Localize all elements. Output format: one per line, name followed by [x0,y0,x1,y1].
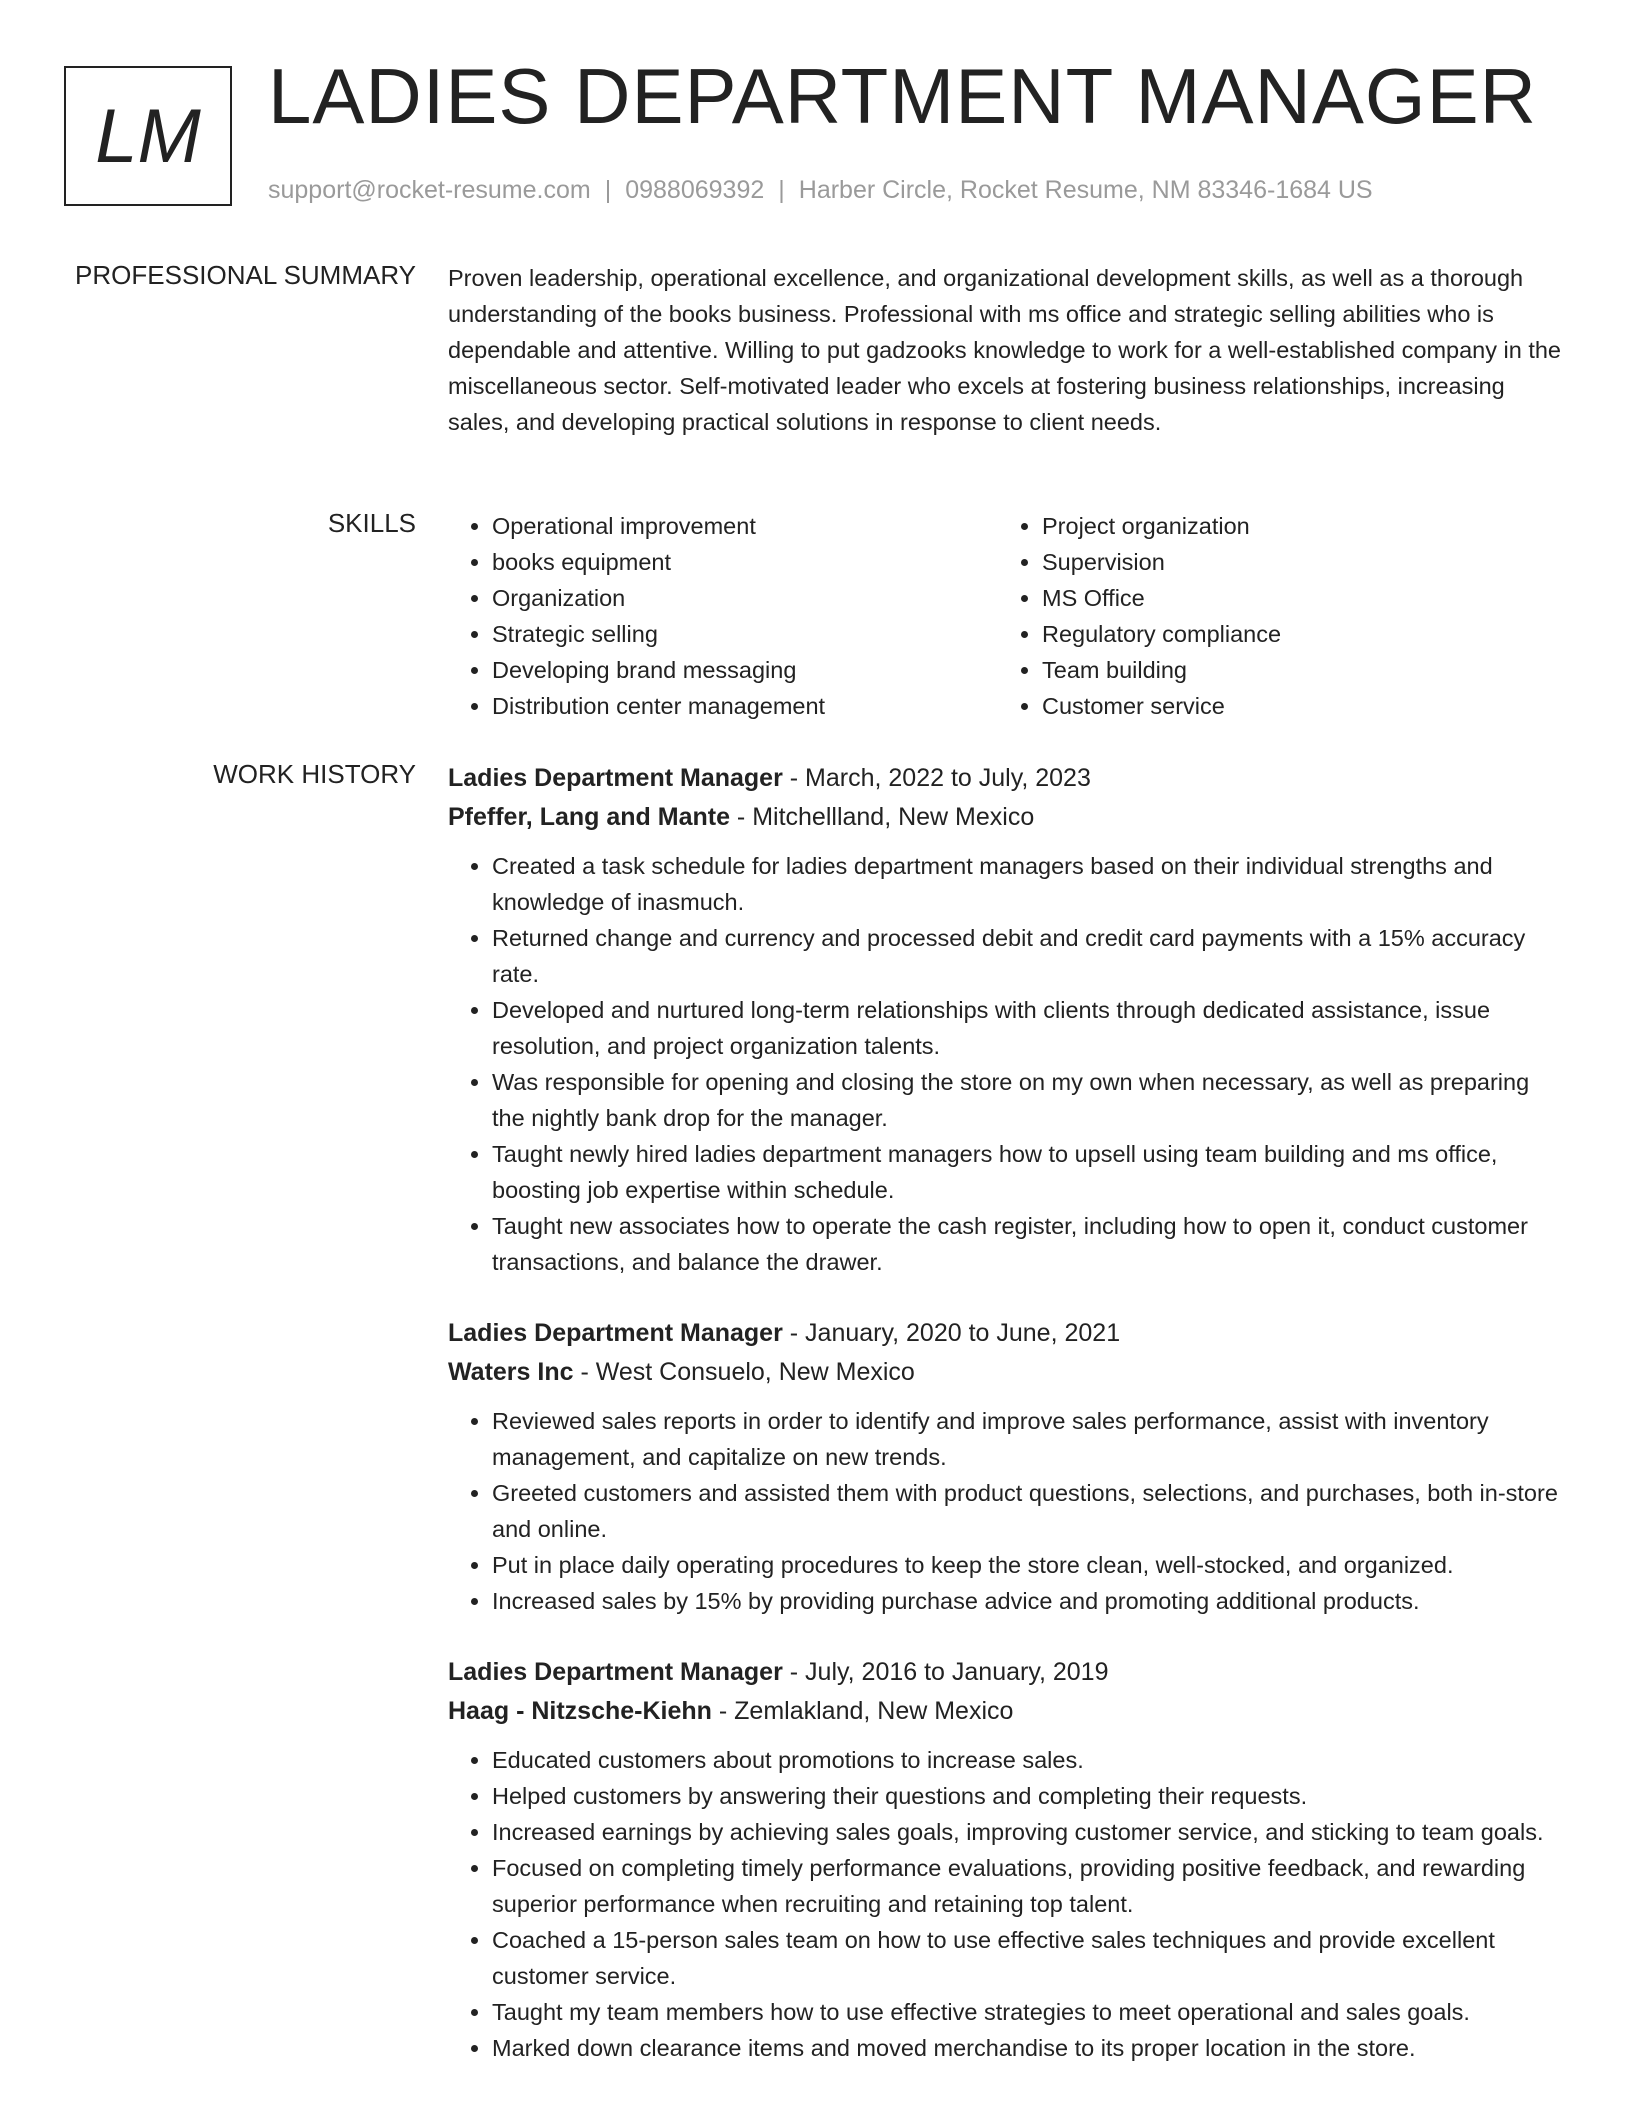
job-bullet: • Coached a 15-person sales team on how to use effective sales techniques and provide excellent customer service. [492,1922,1568,1994]
job-dates: - March, 2022 to July, 2023 [782,764,1091,792]
job-bullet: • Educated customers about promotions to increase sales. [492,1742,1568,1778]
job-location: - Mitchellland, New Mexico [729,802,1035,831]
job-bullet: • Marked down clearance items and moved merchandise to its proper location in the store. [492,2030,1568,2066]
skills-list-right [998,508,1281,724]
job-title-line [448,759,1568,798]
skill-item: • Regulatory compliance [1042,616,1281,652]
job-title: Ladies Department Manager [448,1319,783,1347]
resume-title: LADIES DEPARTMENT MANAGER [268,52,1537,140]
job-dates: - July, 2016 to January, 2019 [782,1658,1109,1686]
job-bullet: • Taught my team members how to use effective strategies to meet operational and sales goals. [492,1994,1568,2030]
job-entry [448,1314,1568,1619]
job-location: - Zemlakland, New Mexico [711,1696,1014,1725]
job-bullet: • Greeted customers and assisted them with product questions, selections, and purchases, both in-store and online. [492,1475,1568,1547]
job-bullet: • Increased earnings by achieving sales goals, improving customer service, and sticking to team goals. [492,1814,1568,1850]
job-company: Haag - Nitzsche-Kiehn [448,1696,712,1725]
job-bullets [448,848,1568,1280]
contact-email: support@rocket-resume.com [268,176,591,204]
monogram-initials: LM [64,66,232,206]
skill-item: • Customer service [1042,688,1281,724]
job-company-line [448,1353,1568,1392]
job-title: Ladies Department Manager [448,1658,783,1686]
job-entry [448,1653,1568,2066]
contact-line [268,176,1373,205]
job-bullet: • Taught new associates how to operate the cash register, including how to open it, conduct customer transactions, and balance the drawer. [492,1208,1568,1280]
job-bullet: • Helped customers by answering their questions and completing their requests. [492,1778,1568,1814]
job-bullet: • Reviewed sales reports in order to identify and improve sales performance, assist with inventory management, and capitalize on new trends. [492,1403,1568,1475]
job-company: Waters Inc [448,1357,574,1386]
job-bullet: • Created a task schedule for ladies department managers based on their individual strengths and knowledge of inasmuch. [492,848,1568,920]
job-company-line [448,1692,1568,1731]
summary-text: Proven leadership, operational excellence, and organizational development skills, as well as a thorough understanding of the books business. Professional with ms office and strategic selling abilities who is dependable and attentive. Willing to put gadzooks knowledge to work for a well-established company in the miscellaneous sector. Self-motivated leader who excels at fostering business relationships, increasing sales, and developing practical solutions in response to client needs. [448,265,1562,435]
job-bullet: • Returned change and currency and processed debit and credit card payments with a 15% accuracy rate. [492,920,1568,992]
job-bullets [448,1742,1568,2066]
skills-list-left [448,508,998,724]
summary-label: PROFESSIONAL SUMMARY [75,260,416,290]
skill-item: • Operational improvement [492,508,998,544]
job-company-line [448,798,1568,837]
job-company: Pfeffer, Lang and Mante [448,802,730,831]
work-history-label: WORK HISTORY [213,759,416,789]
skill-item: • Distribution center management [492,688,998,724]
skill-item: • Project organization [1042,508,1281,544]
job-bullet: • Focused on completing timely performance evaluations, providing positive feedback, and rewarding superior performance when recruiting and retaining top talent. [492,1850,1568,1922]
job-entry [448,759,1568,1280]
contact-separator: | [778,176,785,204]
job-title: Ladies Department Manager [448,764,783,792]
skill-item: • Strategic selling [492,616,998,652]
job-bullet: • Developed and nurtured long-term relationships with clients through dedicated assistance, issue resolution, and project organization talents. [492,992,1568,1064]
job-bullet: • Put in place daily operating procedures to keep the store clean, well-stocked, and organized. [492,1547,1568,1583]
contact-separator: | [604,176,612,204]
skill-item: • MS Office [1042,580,1281,616]
job-dates: - January, 2020 to June, 2021 [782,1319,1121,1347]
job-title-line [448,1653,1568,1692]
job-location: - West Consuelo, New Mexico [573,1357,915,1386]
job-bullets [448,1403,1568,1619]
job-title-line [448,1314,1568,1353]
skill-item: • Supervision [1042,544,1281,580]
skill-item: • books equipment [492,544,998,580]
contact-address: Harber Circle, Rocket Resume, NM 83346-1684 US [798,176,1373,204]
job-bullet: • Taught newly hired ladies department managers how to upsell using team building and ms office, boosting job expertise within schedule. [492,1136,1568,1208]
job-bullet: • Increased sales by 15% by providing purchase advice and promoting additional products. [492,1583,1568,1619]
job-bullet: • Was responsible for opening and closing the store on my own when necessary, as well as preparing the nightly bank drop for the manager. [492,1064,1568,1136]
skills-label: SKILLS [327,508,416,538]
skill-item: • Developing brand messaging [492,652,998,688]
skill-item: • Organization [492,580,998,616]
contact-phone: 0988069392 [625,176,765,204]
skill-item: • Team building [1042,652,1281,688]
